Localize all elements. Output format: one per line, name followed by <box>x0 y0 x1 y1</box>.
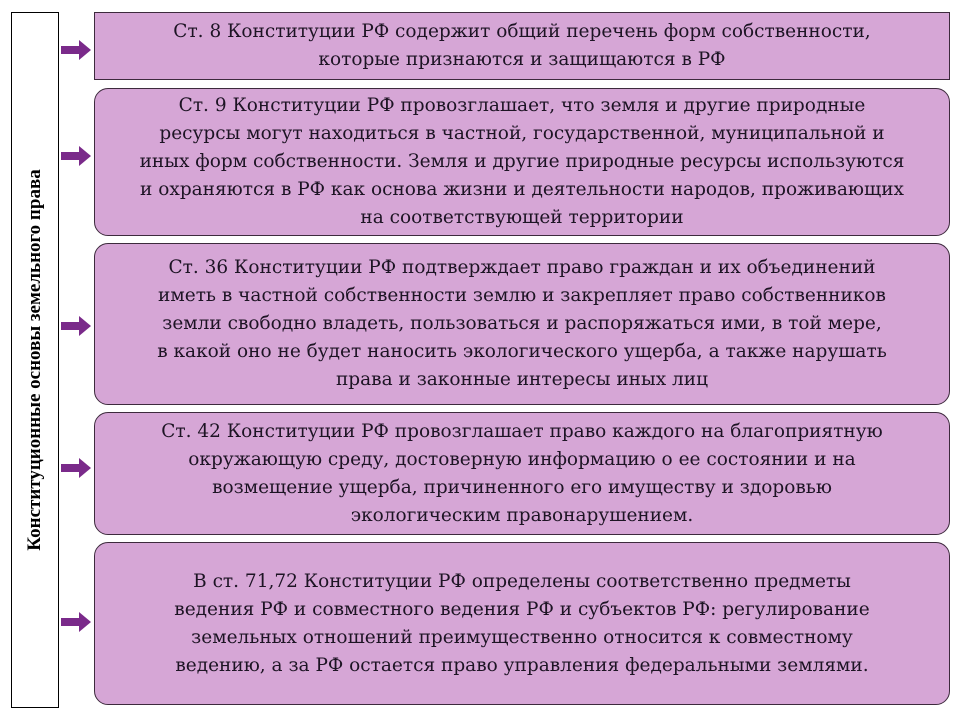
arrow-right-icon <box>61 316 91 336</box>
arrow-right-icon <box>61 612 91 632</box>
article-36-box <box>94 243 950 405</box>
arrow-right-icon <box>61 458 91 478</box>
article-42-box <box>94 412 950 535</box>
article-42-text: Ст. 42 Конституции РФ провозглашает право каждого на благоприятную окружающую среду, достоверную информацию о ее состоянии и на возмещение ущерба, причиненного его имуществу и здоровью экологическим правонарушением. <box>161 420 883 526</box>
arrow-right-icon <box>61 40 91 60</box>
article-36-text: Ст. 36 Конституции РФ подтверждает право граждан и их объединений иметь в частной собственности землю и закрепляет право собственников земли свободно владеть, пользоваться и распоряжаться ими, в той мере, в какой оно не будет наносить экологического ущерба, а также нарушать права и законные интересы иных лиц <box>157 257 887 390</box>
article-9-box <box>94 88 950 236</box>
arrow-right-icon <box>61 146 91 166</box>
article-71-72-box <box>94 542 950 705</box>
sidebar-title-box <box>11 12 59 708</box>
article-8-text: Ст. 8 Конституции РФ содержит общий перечень форм собственности, которые признаются и защищаются в РФ <box>173 21 871 70</box>
article-71-72-text: В ст. 71,72 Конституции РФ определены соответственно предметы ведения РФ и совместного ведения РФ и субъектов РФ: регулирование земельных отношений преимущественно относится к совместному ведению, а за РФ остается право управления федеральными землями. <box>174 570 870 676</box>
article-8-box <box>94 12 950 80</box>
article-9-text: Ст. 9 Конституции РФ провозглашает, что земля и другие природные ресурсы могут находиться в частной, государственной, муниципальной и иных форм собственности. Земля и другие природные ресурсы используются и охраняются в РФ как основа жизни и деятельности народов, проживающих на соответствующей территории <box>139 95 905 228</box>
sidebar-title: Конституционные основы земельного права <box>24 169 45 551</box>
